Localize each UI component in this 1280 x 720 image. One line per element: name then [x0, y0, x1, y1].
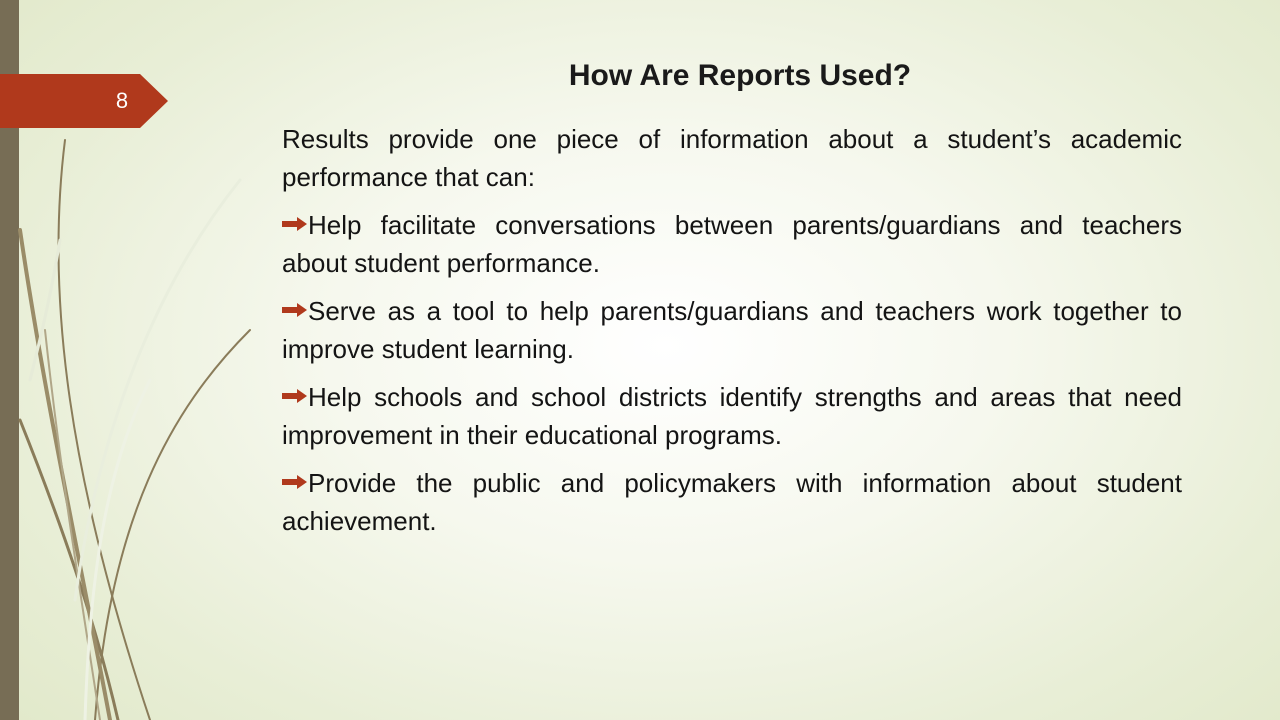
bullet-text: Help facilitate conversations between parents/guardians and teachers about student performance. [282, 210, 1182, 278]
slide-content [282, 120, 1182, 550]
list-item [282, 206, 1182, 282]
list-item [282, 464, 1182, 540]
list-item [282, 378, 1182, 454]
intro-text: Results provide one piece of information about a student’s academic performance that can: [282, 124, 1182, 192]
slide-number: 8 [115, 88, 129, 113]
list-item [282, 292, 1182, 368]
bullet-text: Serve as a tool to help parents/guardians and teachers work together to improve student learning. [282, 296, 1182, 364]
bullet-list [282, 206, 1182, 540]
right-arrow-icon [282, 217, 308, 231]
right-arrow-icon [282, 475, 308, 489]
slide-title: How Are Reports Used? [568, 59, 912, 92]
tag-arrow-shape [0, 74, 168, 128]
right-arrow-icon [282, 303, 308, 317]
bullet-text: Help schools and school districts identify strengths and areas that need improvement in their educational programs. [282, 382, 1182, 450]
slide-number-tag [0, 74, 168, 128]
right-arrow-icon [282, 389, 308, 403]
bullet-text: Provide the public and policymakers with information about student achievement. [282, 468, 1182, 536]
